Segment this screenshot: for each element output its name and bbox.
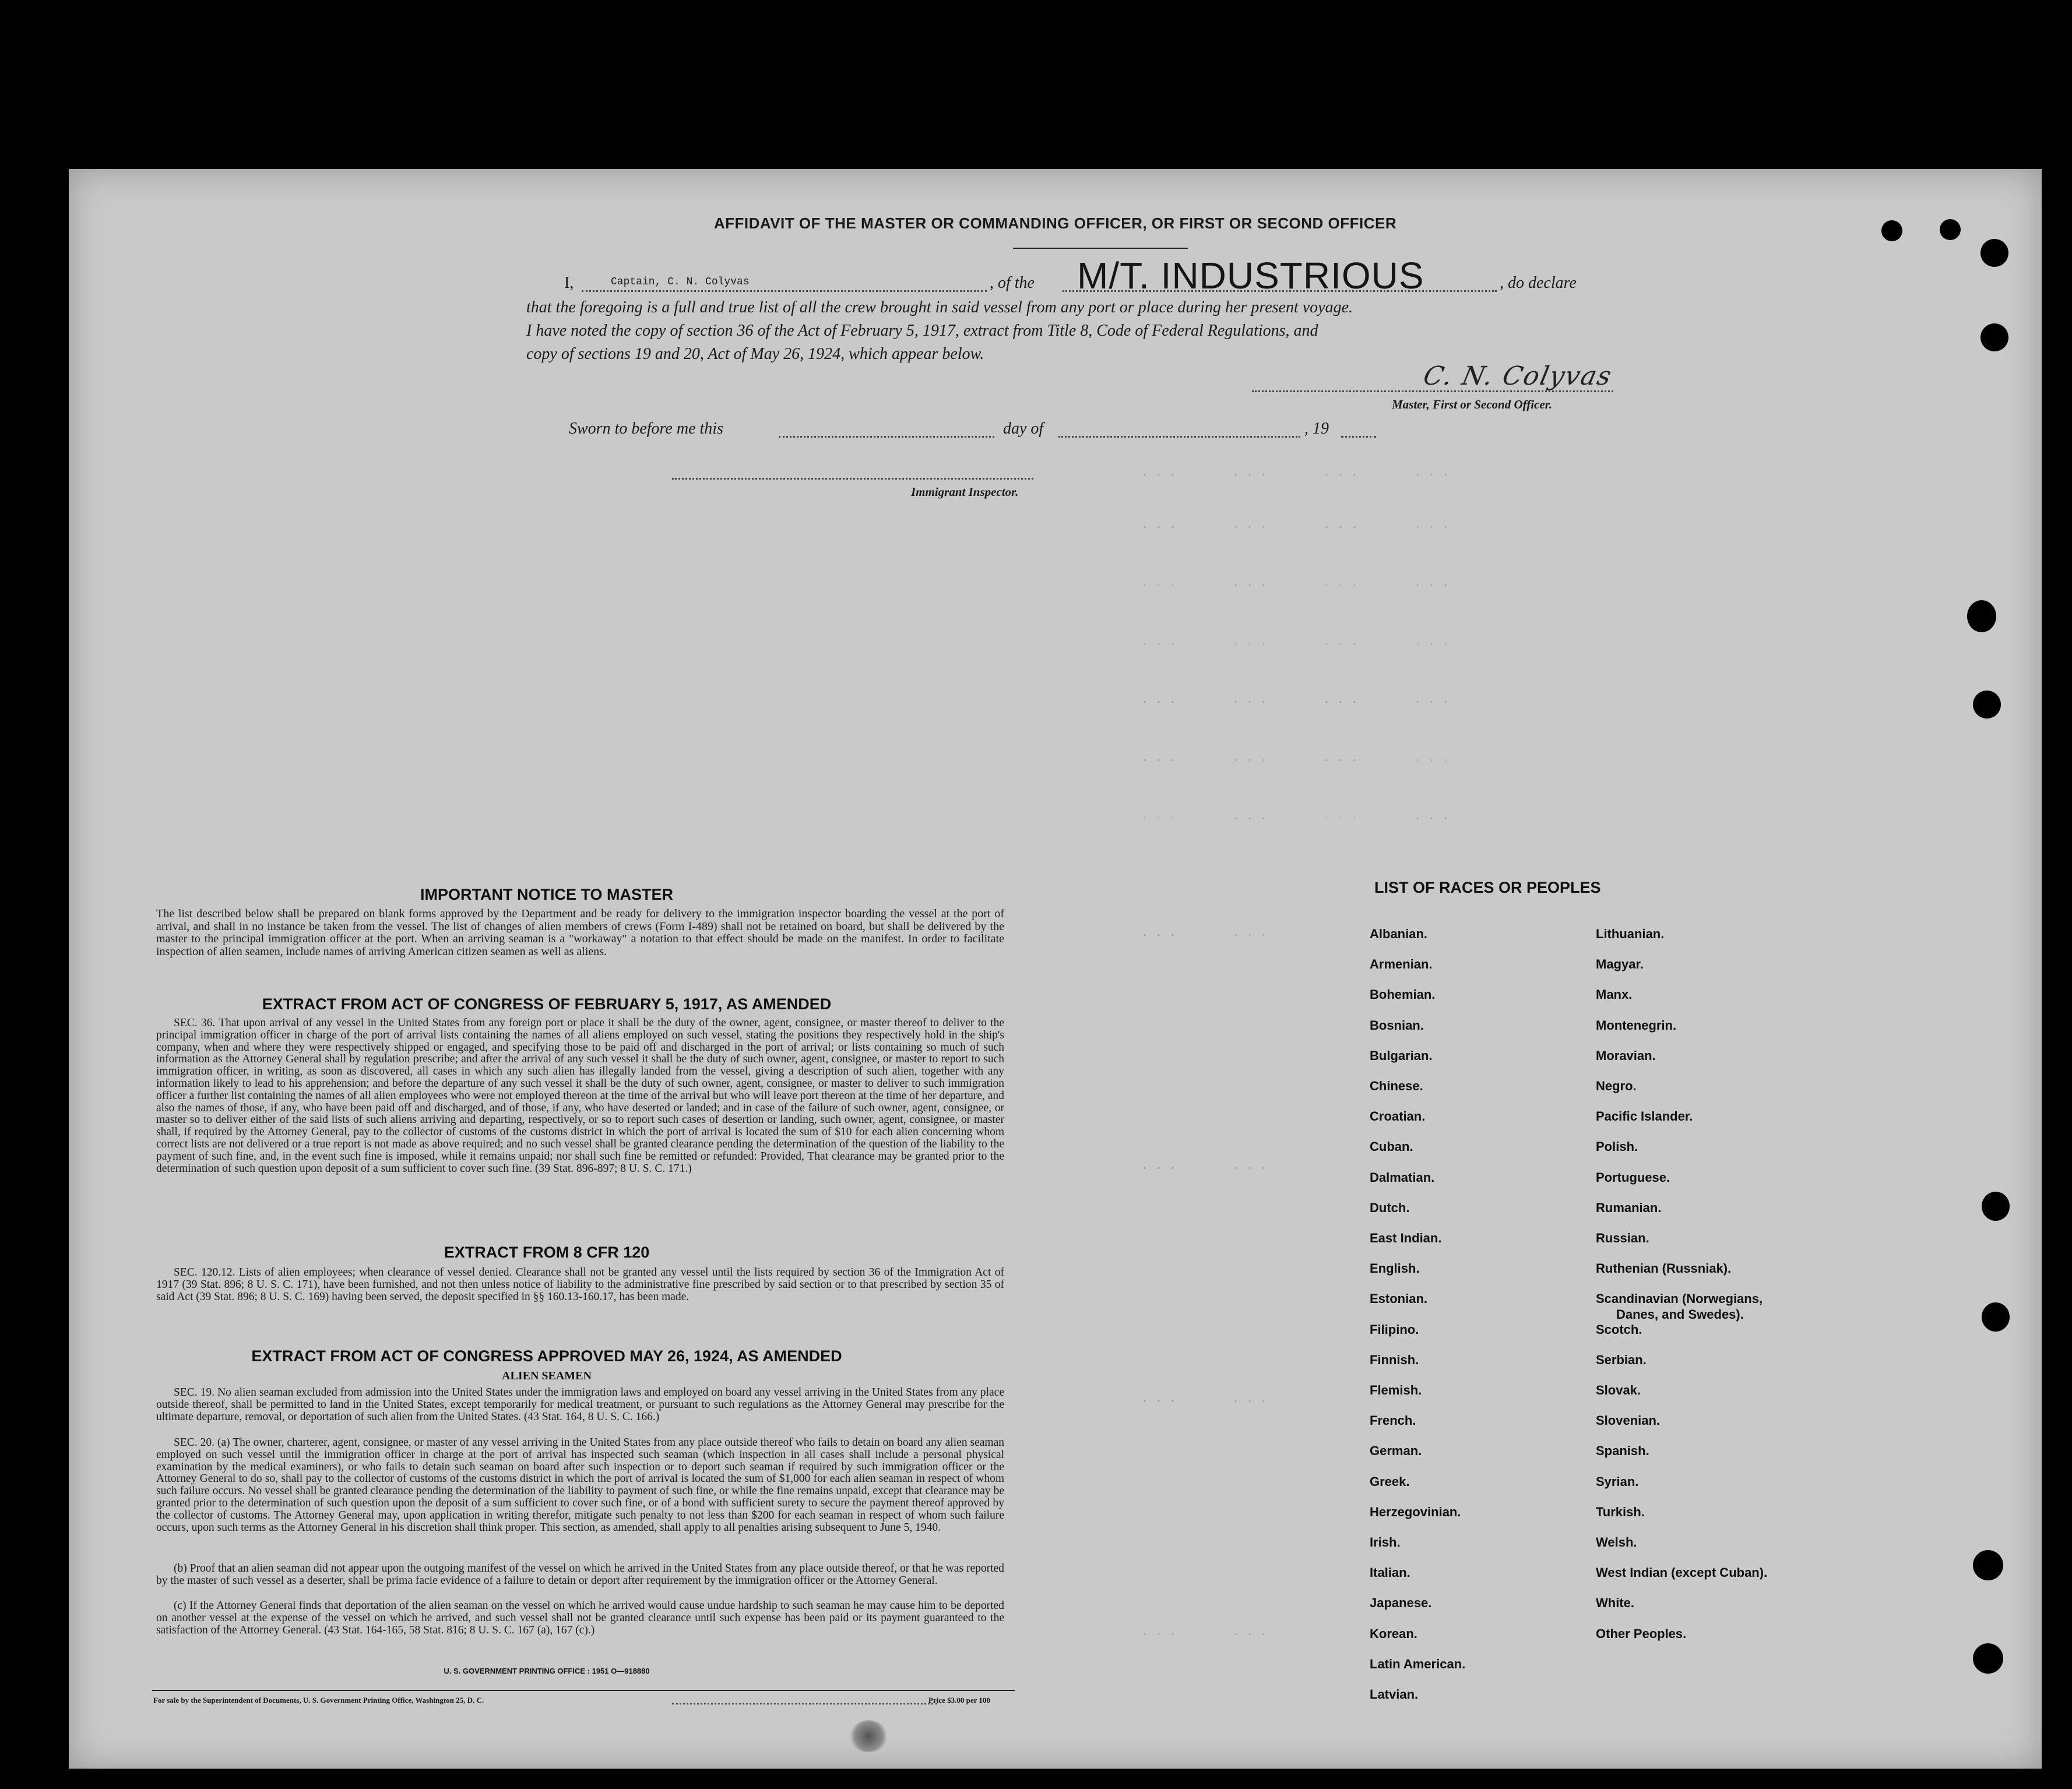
race-item: Japanese. <box>1370 1596 1432 1611</box>
master-name-field <box>582 272 987 292</box>
year-label: , 19 <box>1304 420 1329 438</box>
alien-seamen-subtitle: ALIEN SEAMEN <box>502 1369 592 1382</box>
race-item: Manx. <box>1596 987 1633 1002</box>
sworn-month-field <box>1058 420 1300 438</box>
signature-caption: Master, First or Second Officer. <box>1392 397 1552 411</box>
races-title: LIST OF RACES OR PEOPLES <box>1374 879 1601 896</box>
race-item: Croatian. <box>1370 1109 1426 1124</box>
race-item: Cuban. <box>1370 1139 1413 1154</box>
race-item: Dalmatian. <box>1370 1170 1435 1185</box>
race-item: Lithuanian. <box>1596 927 1665 941</box>
race-item: Irish. <box>1370 1535 1401 1549</box>
race-item: Albanian. <box>1370 927 1428 941</box>
race-item: Armenian. <box>1370 957 1433 972</box>
sworn-date-field <box>779 420 994 438</box>
races-left-column <box>1357 927 1578 1731</box>
extract-1924-title: EXTRACT FROM ACT OF CONGRESS APPROVED MAY 26, 1924, AS AMENDED <box>251 1347 842 1365</box>
sec-20c-text: (c) If the Attorney General finds that deportation of the alien seaman on the vessel on which he arrived would cause undue hardship to such seaman he may cause him to be deported on another vessel at the expense of the vessel on which he arrived, and such vessel shall not be granted clearance until such expense has been paid or its payment guaranteed to the satisfaction of the Attorney General. (43 Stat. 164-165, 58 Stat. 816; 8 U. S. C. 167 (a), 167 (c).) <box>156 1600 1004 1636</box>
race-item: Latin American. <box>1370 1656 1466 1671</box>
race-item: French. <box>1370 1413 1416 1428</box>
race-item: Slovak. <box>1596 1383 1641 1397</box>
signature-line <box>1252 390 1613 392</box>
race-item: Danes, and Swedes). <box>1616 1307 1744 1322</box>
race-item: Bulgarian. <box>1370 1048 1433 1063</box>
race-item: West Indian (except Cuban). <box>1596 1565 1768 1580</box>
race-item: Italian. <box>1370 1565 1410 1580</box>
race-item: Slovenian. <box>1596 1413 1661 1428</box>
race-item: Bohemian. <box>1370 987 1436 1002</box>
race-item: Chinese. <box>1370 1079 1423 1093</box>
race-item: Moravian. <box>1596 1048 1656 1063</box>
extract-cfr-title: EXTRACT FROM 8 CFR 120 <box>444 1244 650 1261</box>
race-item: Syrian. <box>1596 1474 1639 1489</box>
race-item: English. <box>1370 1261 1420 1276</box>
extract-1917-title: EXTRACT FROM ACT OF CONGRESS OF FEBRUARY 5, 1917, AS AMENDED <box>262 995 832 1013</box>
race-item: Estonian. <box>1370 1291 1428 1306</box>
race-item: Korean. <box>1370 1626 1417 1641</box>
extract-cfr-text: SEC. 120.12. Lists of alien employees; when clearance of vessel denied. Clearance shall not be granted any vessel until the lists required by section 36 of the Immigration Act of 1917 (39 Stat. 896; 8 U. S. C. 171), have been furnished, and not then unless notice of liability to the administrative fine prescribed by said section or to that prescribed by section 35 of said Act (39 Stat. 896; 8 U. S. C. 169) having been served, the deposit specified in §§ 160.13-160.17, has been made. <box>156 1266 1004 1303</box>
ink-smudge <box>850 1720 888 1752</box>
race-item: Welsh. <box>1596 1535 1637 1549</box>
race-item: Turkish. <box>1596 1504 1645 1519</box>
race-item: Ruthenian (Russniak). <box>1596 1261 1732 1276</box>
race-item: German. <box>1370 1443 1422 1459</box>
of-the-label: , of the <box>990 274 1035 292</box>
notice-text: The list described below shall be prepared on blank forms approved by the Department and be ready for delivery to the immigration inspector boarding the vessel at the port of arrival, and shall in no instance be taken from the vessel. The list of changes of alien members of crews (Form I-489) shall not be retained on board, but shall be delivered by the master to the principal immigration officer at the port. When an arriving seaman is a "workaway" a notation to that effect should be made on the manifest. In order to facilitate inspection of alien seamen, include names of arriving American citizen seamen as well as aliens. <box>156 907 1004 958</box>
race-item: Pacific Islander. <box>1596 1109 1693 1124</box>
race-item: White. <box>1596 1596 1634 1611</box>
races-right-column <box>1584 927 1887 1731</box>
day-of-label: day of <box>1003 420 1044 438</box>
sec-20b-text: (b) Proof that an alien seaman did not appear upon the outgoing manifest of the vessel on which he arrived in the United States from any place outside thereof, or that he was reported by the master of such vessel as a deserter, shall be prima facie evidence of a failure to detain or deport after requirement by the immigration officer or the Attorney General. <box>156 1562 1004 1587</box>
affidavit-line-3: I have noted the copy of section 36 of the Act of February 5, 1917, extract from Title 8, Code of Federal Regulations, and <box>526 322 1318 340</box>
sworn-line <box>569 420 1501 449</box>
race-item: Scotch. <box>1596 1322 1642 1337</box>
race-item: East Indian. <box>1370 1231 1442 1245</box>
footer-dots <box>672 1703 937 1705</box>
race-item: Magyar. <box>1596 957 1644 972</box>
race-item: Negro. <box>1596 1079 1637 1093</box>
footer-rule <box>152 1690 1015 1691</box>
race-item: Flemish. <box>1370 1383 1422 1397</box>
extract-1917-text: SEC. 36. That upon arrival of any vessel in the United States from any foreign port or place it shall be the duty of the owner, agent, consignee, or master thereof to deliver to the principal immigration officer in charge of the port of arrival lists containing the names of all aliens employed on such vessel, stating the positions they respectively hold in the ship's company, when and where they were respectively shipped or engaged, and specifying those to be paid off and discharged in the port of arrival; or lists containing so much of such information as the Attorney General shall by regulation prescribe; and after the arrival of any such vessel it shall be the duty of such owner, agent, consignee, or master to report to such immigration officer, in writing, as soon as discovered, all cases in which any such alien has illegally landed from the vessel, giving a description of such alien, together with any information likely to lead to his apprehension; and before the departure of any such vessel it shall be the duty of such owner, agent, consignee, or master to deliver to such immigration officer a further list containing the names of all alien employees who were not employed thereon at the time of the arrival but who will leave port thereon at the time of her departure, and also the names of those, if any, who have been paid off and discharged, and of those, if any, who have deserted or landed; and in case of the failure of such owner, agent, consignee, or master so to deliver either of the said lists of such aliens arriving and departing, respectively, or so to report such cases of desertion or landing, such owner, agent, consignee, or master shall, if required by the Attorney General, pay to the collector of customs of the customs district in which the port of arrival is located the sum of $10 for each alien concerning whom correct lists are not delivered or a true report is not made as above required; and no such vessel shall be granted clearance pending the determination of the question of the liability to the payment of such fine, and, in the event such fine is imposed, while it remains unpaid; nor shall such fine be remitted or refunded: Provided, That clearance may be granted prior to the determination of such question upon deposit of a sum sufficient to cover such fine. (39 Stat. 896-897; 8 U. S. C. 171.) <box>156 1017 1004 1175</box>
race-item: Greek. <box>1370 1474 1410 1489</box>
race-item: Bosnian. <box>1370 1017 1424 1033</box>
do-declare-label: , do declare <box>1500 274 1577 292</box>
inspector-caption: Immigrant Inspector. <box>911 485 1019 499</box>
affidavit-line-2: that the foregoing is a full and true list of all the crew brought in said vessel from any port or place during her present voyage. <box>526 298 1353 316</box>
race-item: Herzegovinian. <box>1370 1504 1461 1519</box>
master-signature: C. N. Colyvas <box>1420 361 1615 391</box>
race-item: Finnish. <box>1370 1352 1419 1367</box>
document-sheet: . . . . . . . . . . . . . . . . . . . . . . . . . . . . . . . . . . . . . . . . . . . . . . . . . . . . . . . . . . . . . . . . . . . . . . . . . . . . . . . . . . . . . . . . . . . . . . . . . . . . . . . . . . . . AFFIDAVIT OF THE MASTER OR COMMANDING OFFICER, OR FIRST OR SECOND OFFICER I, Captain, C. N. Colyvas , of the M/T. INDUSTRIOUS , do declare that the foregoing is a full and true list of all the crew brought in said vessel from any port or place during her present voyage. I have noted the copy of section 36 of the Act of February 5, 1917, extract from Title 8, Code of Federal Regulations, and copy of sections 19 and 20, Act of May 26, 1924, which appear below. C. N. Colyvas Master, First or Second Officer. Sworn to before me this day of , 19 Immigrant Inspector. IMPORTANT NOTICE TO MASTER The list described below shall be prepared on blank forms approved by the Department and be ready for delivery to the immigration inspector boarding the vessel at the port of arrival, and shall in no instance be taken from the vessel. The list of changes of alien members of crews (Form I-489) shall not be retained on board, but shall be delivered by the master to the principal immigration officer at the port. When an arriving seaman is a "workaway" a notation to that effect should be made on the manifest. In order to facilitate inspection of alien seamen, include names of arriving American citizen seamen as well as aliens. EXTRACT FROM ACT OF CONGRESS OF FEBRUARY 5, 1917, AS AMENDED SEC. 36. That upon arrival of any vessel in the United States from any foreign port or place it shall be the duty of the owner, agent, consignee, or master thereof to deliver to the principal immigration officer in charge of the port of arrival lists containing the names of all aliens employed on such vessel, stating the positions they respectively hold in the ship's company, when and where they were respectively shipped or engaged, and specifying those to be paid off and discharged in the port of arrival; or lists containing so much of such information as the Attorney General shall by regulation prescribe; and after the arrival of any such vessel it shall be the duty of such owner, agent, consignee, or master to report to such immigration officer, in writing, as soon as discovered, all cases in which any such alien has illegally landed from the vessel, giving a description of such alien, together with any information likely to lead to his apprehension; and before the departure of any such vessel it shall be the duty of such owner, agent, consignee, or master to deliver to such immigration officer a further list containing the names of all alien employees who were not employed thereon at the time of the arrival but who will leave port thereon at the time of her departure, and also the names of those, if any, who have been paid off and discharged, and of those, if any, who have deserted or landed; and in case of the failure of such owner, agent, consignee, or master so to deliver either of the said lists of such aliens arriving and departing, respectively, or so to report such cases of desertion or landing, such owner, agent, consignee, or master shall, if required by the Attorney General, pay to the collector of customs of the customs district in which the port of arrival is located the sum of $10 for each alien concerning whom correct lists are not delivered or a true report is not made as above required; and no such vessel shall be granted clearance pending the determination of the question of the liability to the payment of such fine, and, in the event such fine is imposed, while it remains unpaid; nor shall such fine be remitted or refunded: Provided, That clearance may be granted prior to the determination of such question upon deposit of a sum sufficient to cover such fine. (39 Stat. 896-897; 8 U. S. C. 171.) EXTRACT FROM 8 CFR 120 SEC. 120.12. Lists of alien employees; when clearance of vessel denied. Clearance shall not be granted any vessel until the lists required by section 36 of the Immigration Act of 1917 (39 Stat. 896; 8 U. S. C. 171), have been furnished, and not then unless notice of liability to the administrative fine prescribed by said section or to that prescribed by section 35 of said Act (39 Stat. 896; 8 U. S. C. 169) having been served, the deposit specified in §§ 160.13-160.17, has been made. EXTRACT FROM ACT OF CONGRESS APPROVED MAY 26, 1924, AS AMENDED ALIEN SEAMEN SEC. 19. No alien seaman excluded from admission into the United States under the immigration laws and employed on board any vessel arriving in the United States from any place outside thereof, shall be permitted to land in the United States, except temporarily for medical treatment, or pursuant to such regulations as the Attorney General may prescribe for the ultimate departure, removal, or deportation of such alien from the United States. (43 Stat. 164, 8 U. S. C. 166.) SEC. 20. (a) The owner, charterer, agent, consignee, or master of any vessel arriving in the United States from any place outside thereof who fails to detain on board any alien seaman employed on such vessel until the immigration officer in charge at the port of arrival has inspected such seaman (which inspection in all cases shall include a personal physical examination by the medical examiners), or who fails to detain such seaman on board after such inspection or to deport such seaman if required by such immigration officer or the Attorney General to do so, shall pay to the collector of customs of the customs district in which the port of arrival is located the sum of $1,000 for each alien seaman in respect of whom such failure occurs. No vessel shall be granted clearance pending the determination of the liability to payment of such fine, or while the fine remains unpaid, except that clearance may be granted prior to the determination of such question upon the deposit of a sum sufficient to cover such fine, or of a bond with sufficient surety to secure the payment thereof approved by the collector of customs. The Attorney General may, upon application in writing therefor, mitigate such penalty to not less than $200 for each seaman in respect of whom such failure occurs, upon such terms as the Attorney General in his discretion shall think proper. This section, as amended, shall apply to all penalties arising subsequent to June 5, 1940. (b) Proof that an alien seaman did not appear upon the outgoing manifest of the vessel on which he arrived in the United States from any place outside thereof, or that he was reported by the master of such vessel as a deserter, shall be prima facie evidence of a failure to detain or deport after requirement by the immigration officer or the Attorney General. (c) If the Attorney General finds that deportation of the alien seaman on the vessel on which he arrived would cause undue hardship to such seaman he may cause him to be deported on another vessel at the expense of the vessel on which he arrived, and such vessel shall not be granted clearance until such expense has been paid or its payment guaranteed to the satisfaction of the Attorney General. (43 Stat. 164-165, 58 Stat. 816; 8 U. S. C. 167 (a), 167 (c).) U. S. GOVERNMENT PRINTING OFFICE : 1951 O—918880 For sale by the Superintendent of Documents, U. S. Government Printing Office, Washington 25, D. C. Price $3.00 per 100 LIST OF RACES OR PEOPLES Albanian. Armenian. Bohemian. Bosnian. Bulgarian. Chinese. Croatian. Cuban. Dalmatian. Dutch. East Indian. English. Estonian. Filipino. Finnish. Flemish. French. German. Greek. Herzegovinian. Irish. Italian. Japanese. Korean. Latin American. Latvian. Lithuanian. Magyar. Manx. Montenegrin. Moravian. Negro. Pacific Islander. Polish. Portuguese. Rumanian. Russian. Ruthenian (Russniak). Scandinavian (Norwegians, Danes, and Swedes). Scotch. Serbian. Slovak. Slovenian. Spanish. Syrian. Turkish. Welsh. West Indian (except Cuban). White. Other Peoples. <box>69 169 2042 1769</box>
declarant-prefix: I, <box>564 274 574 292</box>
affidavit-title: AFFIDAVIT OF THE MASTER OR COMMANDING OFFICER, OR FIRST OR SECOND OFFICER <box>713 214 1397 232</box>
race-item: Portuguese. <box>1596 1170 1670 1185</box>
race-item: Latvian. <box>1370 1687 1419 1702</box>
affidavit-line-4: copy of sections 19 and 20, Act of May 26, 1924, which appear below. <box>526 345 984 363</box>
race-item: Rumanian. <box>1596 1200 1662 1215</box>
price-notice: Price $3.00 per 100 <box>928 1696 990 1705</box>
race-item: Serbian. <box>1596 1352 1647 1367</box>
race-item: Polish. <box>1596 1139 1638 1154</box>
sec-20a-text: SEC. 20. (a) The owner, charterer, agent, consignee, or master of any vessel arriving in the United States from any place outside thereof who fails to detain on board any alien seaman employed on such vessel until the immigration officer in charge at the port of arrival has inspected such seaman (which inspection in all cases shall include a personal physical examination by the medical examiners), or who fails to detain such seaman on board after such inspection or to deport such seaman if required by such immigration officer or the Attorney General to do so, shall pay to the collector of customs of the customs district in which the port of arrival is located the sum of $1,000 for each alien seaman in respect of whom such failure occurs. No vessel shall be granted clearance pending the determination of the liability to payment of such fine, or while the fine remains unpaid, except that clearance may be granted prior to the determination of such question upon the deposit of a sum sufficient to cover such fine, or of a bond with sufficient surety to secure the payment thereof approved by the collector of customs. The Attorney General may, upon application in writing therefor, mitigate such penalty to not less than $200 for each seaman in respect of whom such failure occurs, upon such terms as the Attorney General in his discretion shall think proper. This section, as amended, shall apply to all penalties arising subsequent to June 5, 1940. <box>156 1436 1004 1534</box>
race-item: Dutch. <box>1370 1200 1410 1215</box>
sec-19-text: SEC. 19. No alien seaman excluded from admission into the United States under the immigration laws and employed on board any vessel arriving in the United States from any place outside thereof, shall be permitted to land in the United States, except temporarily for medical treatment, or pursuant to such regulations as the Attorney General may prescribe for the ultimate departure, removal, or deportation of such alien from the United States. (43 Stat. 164, 8 U. S. C. 166.) <box>156 1386 1004 1423</box>
master-name: Captain, C. N. Colyvas <box>611 276 750 288</box>
sworn-year-field <box>1341 420 1376 438</box>
vessel-name: M/T. INDUSTRIOUS <box>1077 255 1424 297</box>
printing-office: U. S. GOVERNMENT PRINTING OFFICE : 1951 O—918880 <box>444 1667 650 1675</box>
sale-notice: For sale by the Superintendent of Documents, U. S. Government Printing Office, Washington 25, D. C. <box>153 1696 484 1705</box>
inspector-signature-line <box>672 478 1033 480</box>
sworn-label: Sworn to before me this <box>569 420 723 438</box>
race-item: Other Peoples. <box>1596 1626 1687 1641</box>
title-rule <box>1013 248 1188 249</box>
notice-title: IMPORTANT NOTICE TO MASTER <box>420 886 673 903</box>
race-item: Russian. <box>1596 1231 1649 1245</box>
race-item: Scandinavian (Norwegians, <box>1596 1291 1763 1306</box>
race-item: Filipino. <box>1370 1322 1419 1337</box>
race-item: Spanish. <box>1596 1443 1649 1459</box>
race-item: Montenegrin. <box>1596 1017 1677 1033</box>
